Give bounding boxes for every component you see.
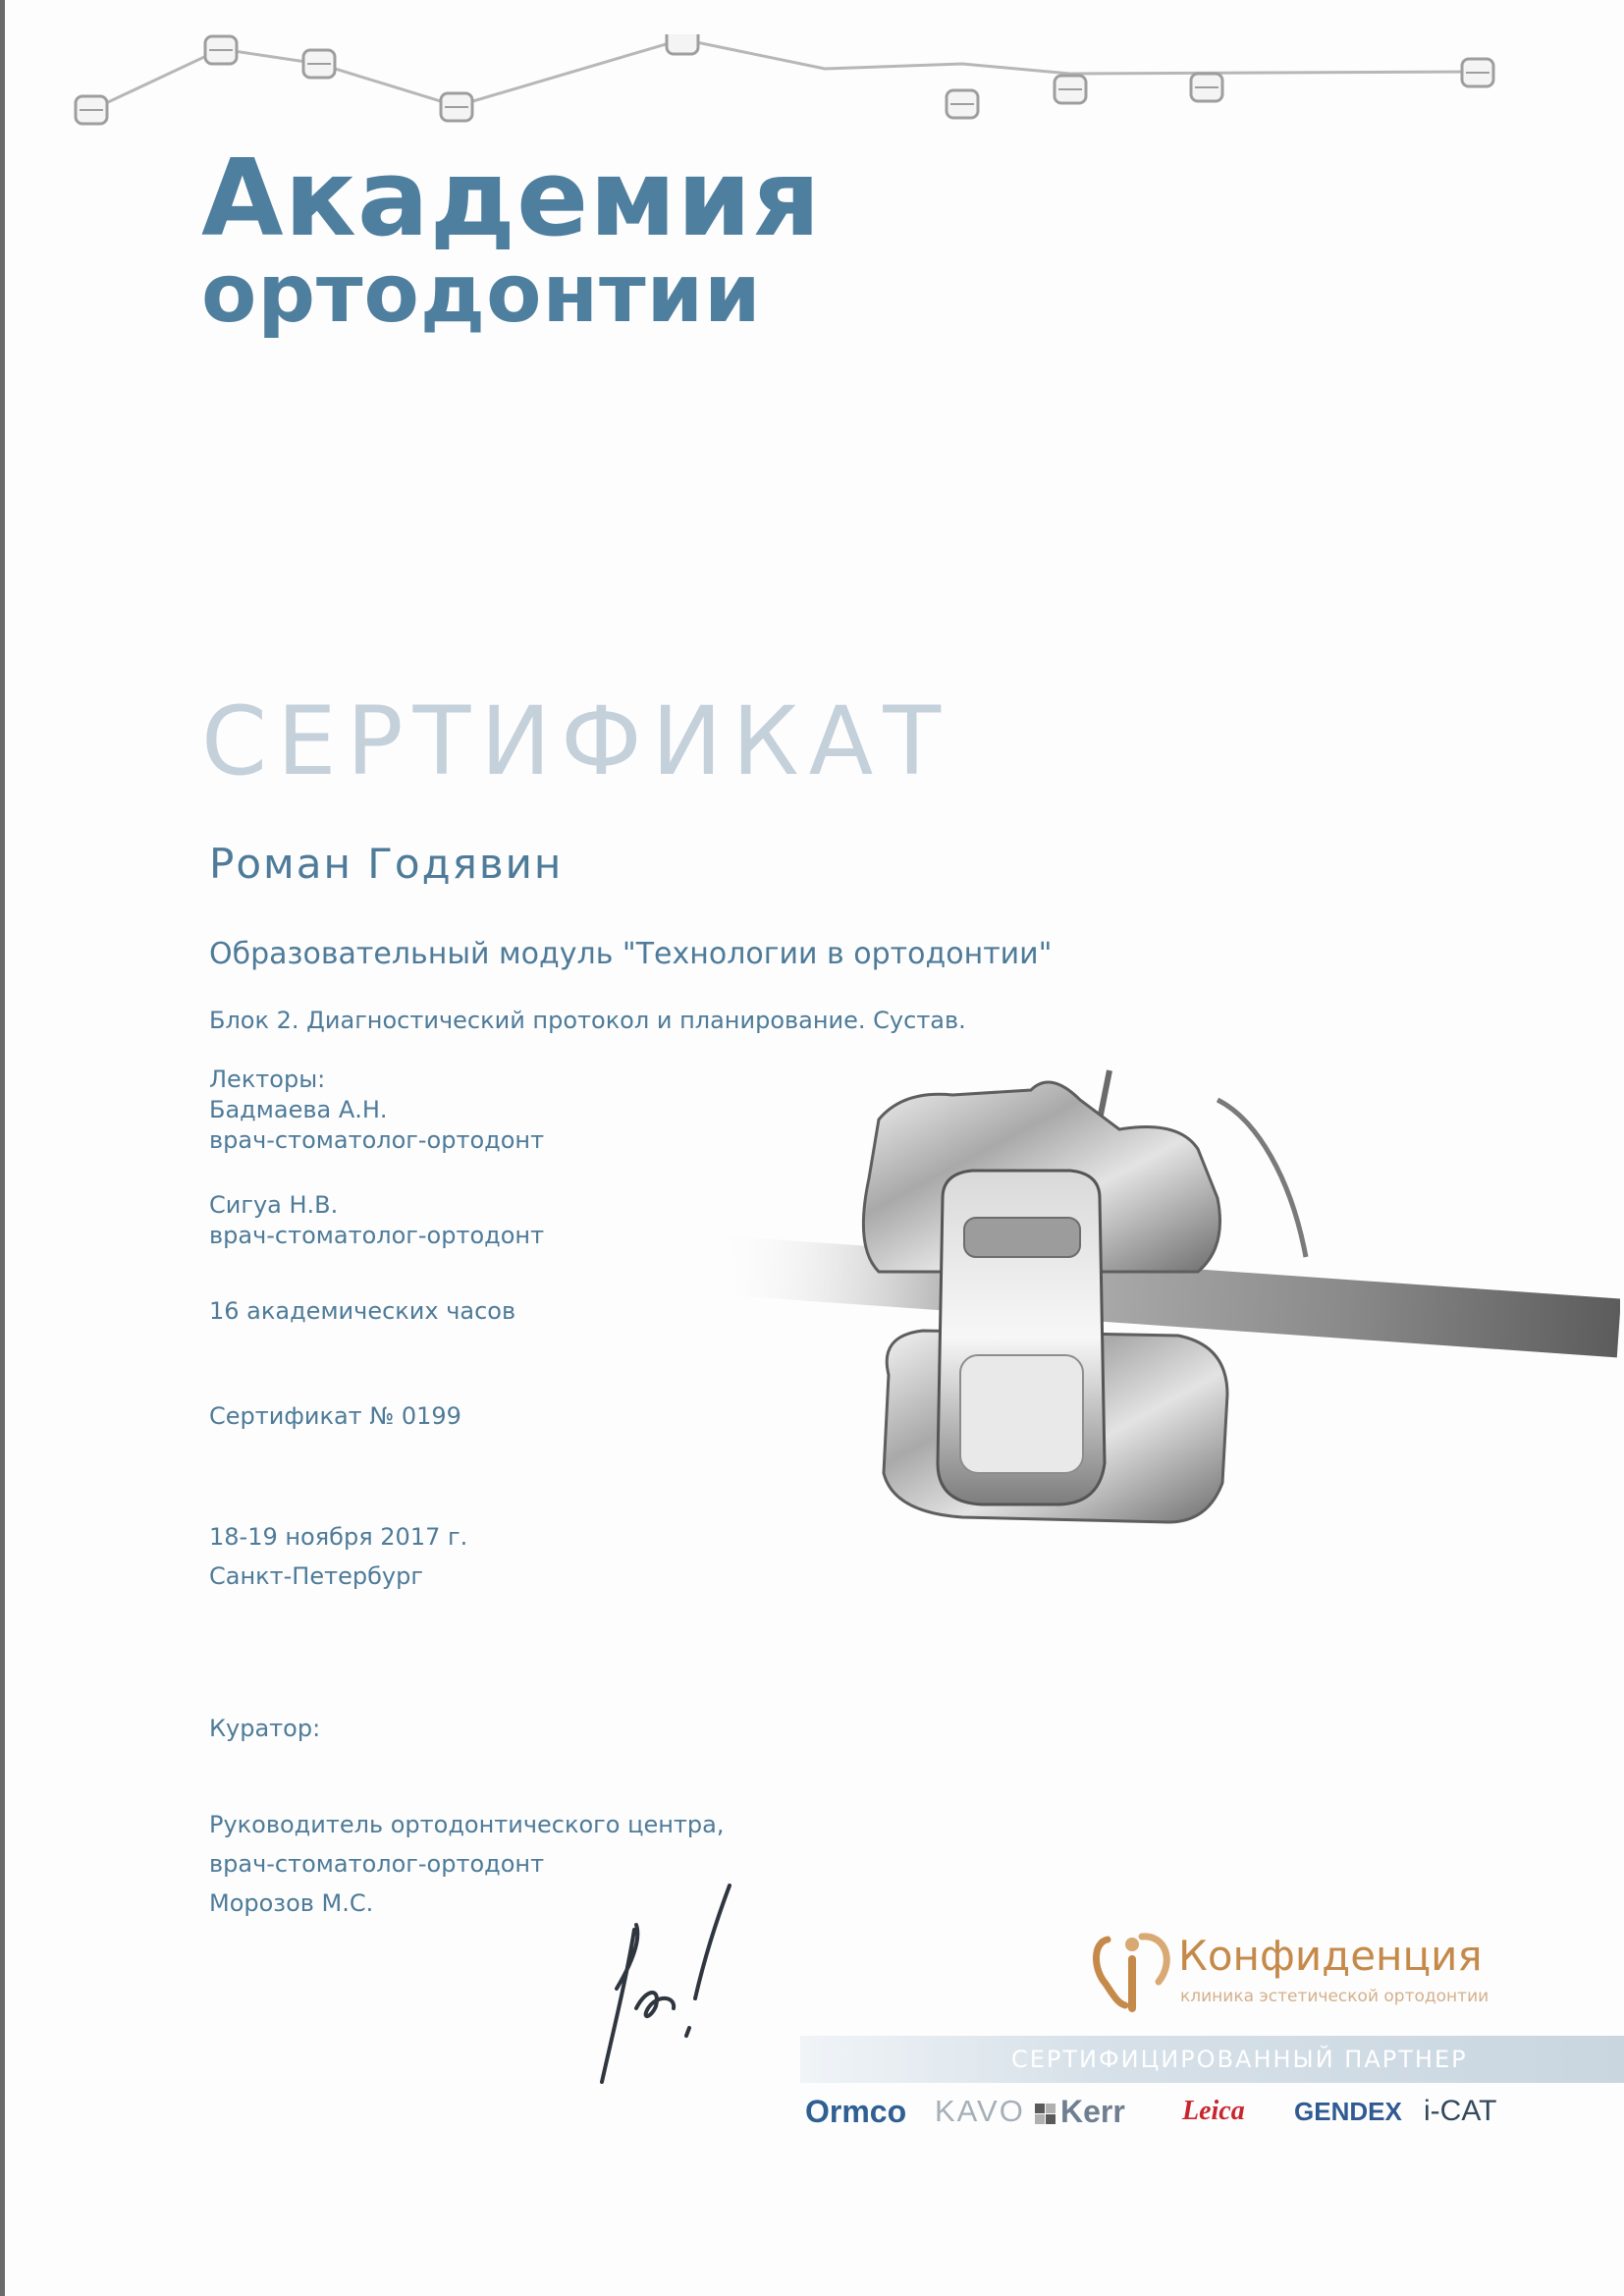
brand-leica: Leica — [1182, 2096, 1245, 2126]
clinic-subtitle: клиника эстетической ортодонтии — [1180, 1987, 1489, 2006]
tooth-logo-icon — [1088, 1925, 1176, 2013]
block-title: Блок 2. Диагностический протокол и планирование. Сустав. — [209, 1007, 966, 1034]
signature — [587, 1871, 744, 2097]
logo-subtitle: ортодонтии — [201, 247, 762, 341]
brand-icat: i-CAT — [1424, 2095, 1497, 2127]
academic-hours: 16 академических часов — [209, 1297, 516, 1325]
brand-gendex: GENDEX — [1294, 2097, 1402, 2126]
lecturer-role: врач-стоматолог-ортодонт — [209, 1222, 545, 1249]
curator-role: врач-стоматолог-ортодонт — [209, 1850, 545, 1878]
partner-banner-text: СЕРТИФИЦИРОВАННЫЙ ПАРТНЕР — [1011, 2046, 1468, 2073]
event-dates: 18-19 ноября 2017 г. — [209, 1523, 468, 1551]
lecturer-role: врач-стоматолог-ортодонт — [209, 1126, 545, 1154]
curator-label: Куратор: — [209, 1715, 321, 1742]
brand-ormco: Ormco — [805, 2094, 907, 2129]
certificate-number: Сертификат № 0199 — [209, 1402, 461, 1430]
lecturers-label: Лекторы: — [209, 1066, 326, 1093]
brand-kerr: Kerr — [1060, 2094, 1125, 2129]
module-title: Образовательный модуль "Технологии в ортодонтии" — [209, 937, 1053, 971]
logo-title: Академия — [201, 137, 822, 260]
recipient-name: Роман Годявин — [209, 840, 564, 888]
bracket-chain-icon — [74, 34, 1507, 137]
curator-position: Руководитель ортодонтического центра, — [209, 1811, 725, 1838]
lecturer-name: Бадмаева А.Н. — [209, 1096, 388, 1123]
kavo-kerr-separator-icon — [1035, 2104, 1056, 2125]
orthodontic-bracket-illustration — [707, 1061, 1620, 1571]
curator-name: Морозов М.С. — [209, 1889, 374, 1917]
certificate-title: СЕРТИФИКАТ — [201, 686, 950, 796]
clinic-name: Конфиденция — [1178, 1932, 1483, 1980]
brand-kavo: KAVO — [935, 2094, 1025, 2128]
scan-edge — [0, 0, 5, 2296]
event-city: Санкт-Петербург — [209, 1562, 423, 1590]
lecturer-name: Сигуа Н.В. — [209, 1191, 339, 1219]
